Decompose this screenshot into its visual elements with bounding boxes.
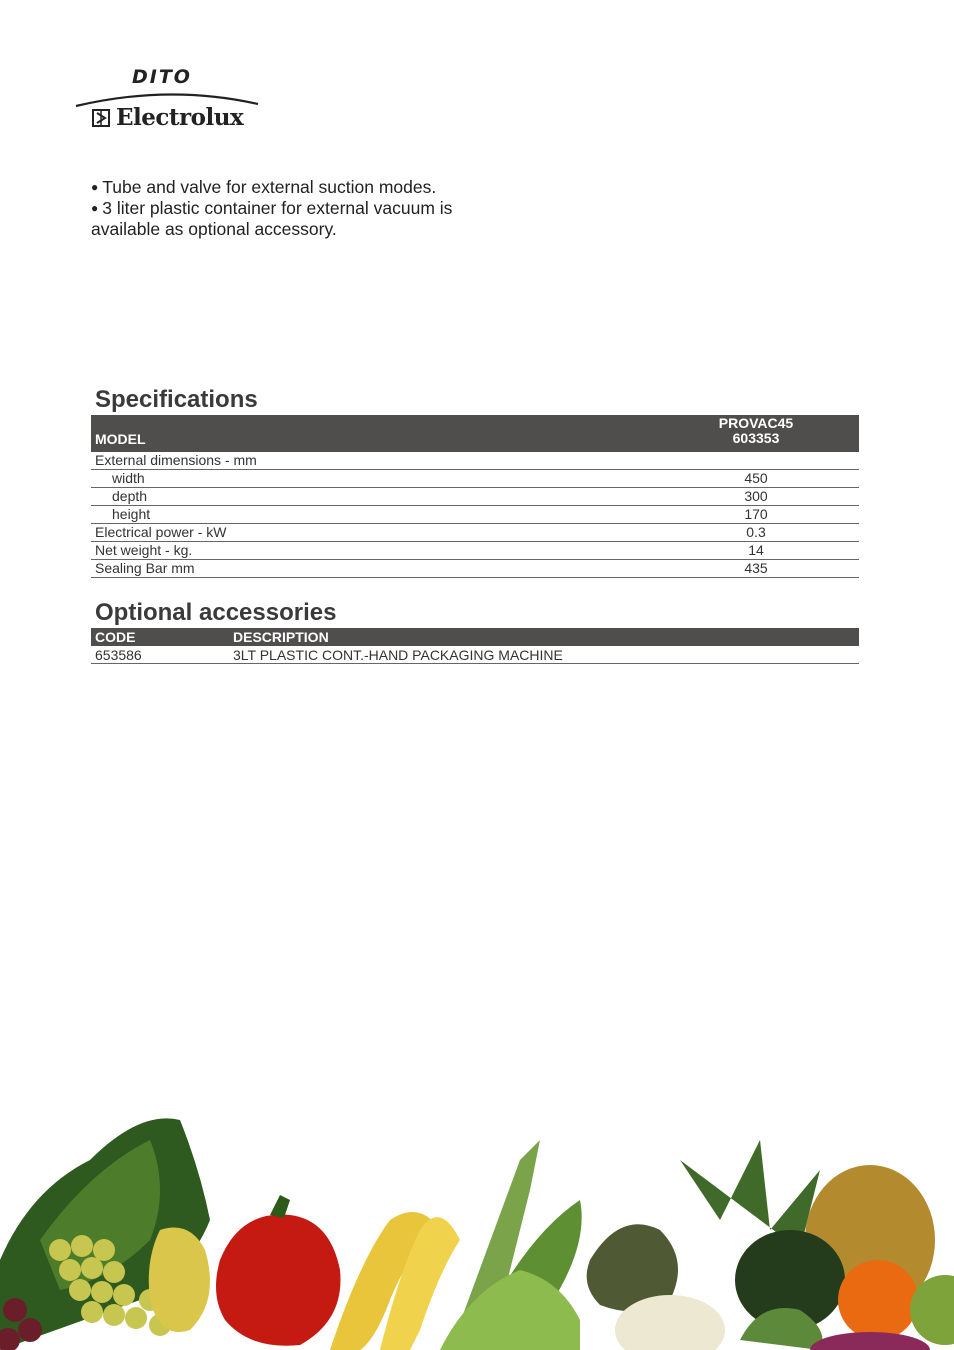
electrolux-brand-text: Electrolux [116,104,244,131]
feature-item [91,198,481,240]
table-row [91,470,859,488]
spec-table-header [91,415,859,452]
feature-item [91,177,481,198]
dito-electrolux-logo [74,64,264,134]
table-row [91,488,859,506]
spec-label: Sealing Bar mm [95,560,195,576]
accessory-code: 653586 [95,647,142,663]
model-label: MODEL [95,431,146,447]
description-header: DESCRIPTION [233,629,329,645]
code-header: CODE [95,629,136,645]
spec-value: 14 [748,542,764,558]
specifications-table [91,415,859,578]
accessory-description: 3LT PLASTIC CONT.-HAND PACKAGING MACHINE [233,647,563,663]
feature-text: 3 liter plastic container for external vacuum is available as optional accessory. [91,198,453,239]
table-row [91,560,859,578]
bullet-icon: ● [91,180,99,194]
spec-value: 0.3 [746,524,766,540]
model-column [691,416,821,446]
model-name: PROVAC45 [718,415,794,431]
spec-value: 170 [744,506,768,522]
bullet-icon: ● [91,201,99,215]
spec-label: height [112,506,151,522]
spec-value: 450 [744,470,768,486]
spec-label: Net weight - kg. [95,542,193,558]
spec-value: 300 [744,488,768,504]
dito-logo-text: DITO [132,66,192,88]
accessories-table-header [91,628,859,646]
spec-label: depth [112,488,148,504]
table-row [91,524,859,542]
feature-text: Tube and valve for external suction modes. [102,177,437,197]
spec-label: External dimensions - mm [95,452,257,468]
table-row [91,646,859,664]
feature-list [91,177,481,240]
spec-label: width [112,470,145,486]
accessories-table [91,628,859,664]
fruits-vegetables-banner-image [0,1100,954,1350]
table-row [91,542,859,560]
specifications-heading: Specifications [95,386,258,413]
electrolux-logo-icon [92,109,110,127]
accessories-heading: Optional accessories [95,599,337,626]
electrolux-brand [92,104,243,131]
model-code: 603353 [732,430,780,446]
spec-label: Electrical power - kW [95,524,227,540]
spec-value: 435 [744,560,768,576]
table-row [91,452,859,470]
table-row [91,506,859,524]
